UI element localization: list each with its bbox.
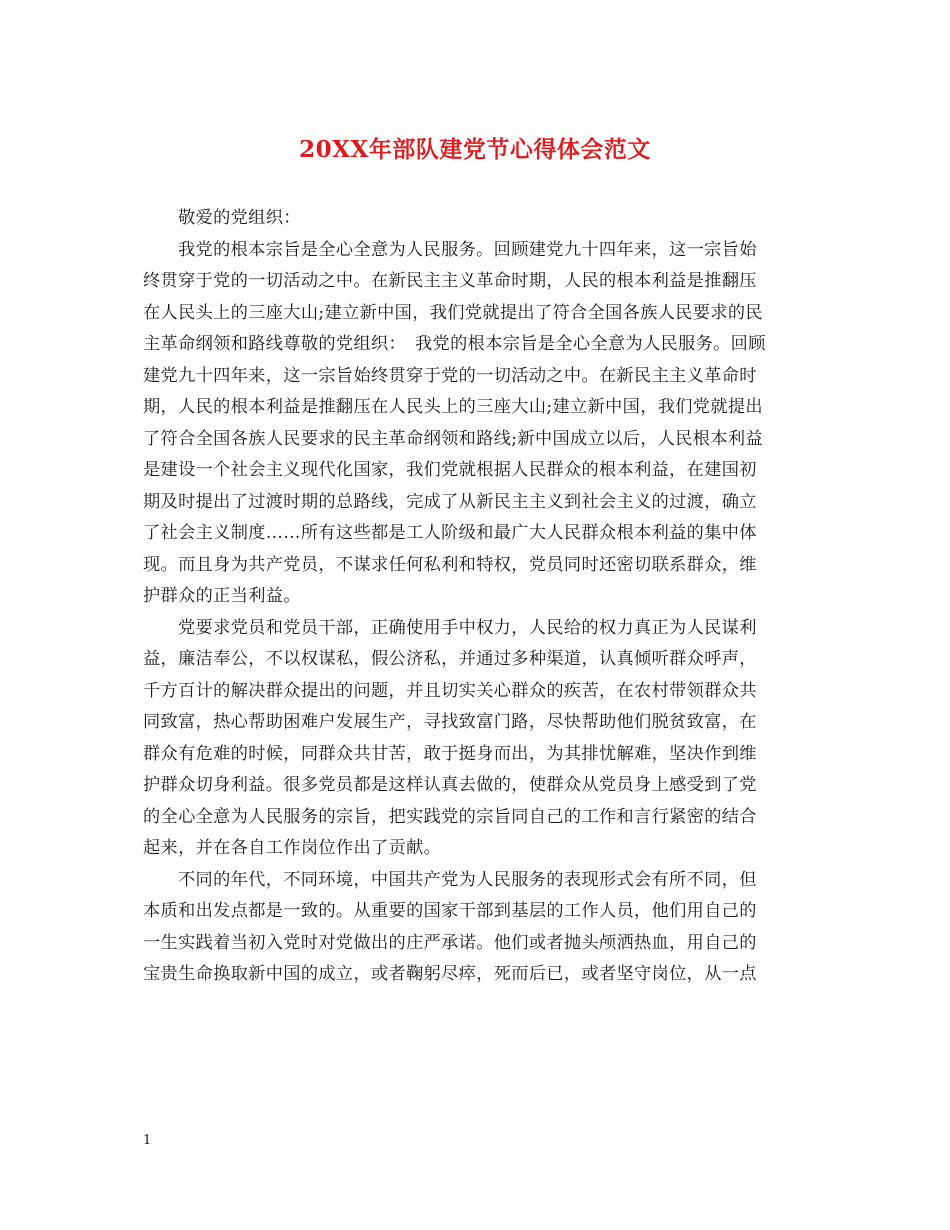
text-line: 的全心全意为人民服务的宗旨，把实践党的宗旨同自己的工作和言行紧密的结合 — [143, 806, 757, 827]
text-line: 群众有危难的时候，同群众共甘苦，敢于挺身而出，为其排忧解难，坚决作到维 — [143, 743, 757, 764]
text-line: 现。而且身为共产党员，不谋求任何私利和特权，党员同时还密切联系群众，维 — [143, 554, 757, 575]
text-line: 不同的年代，不同环境，中国共产党为人民服务的表现形式会有所不同，但 — [178, 869, 757, 890]
text-line: 起来，并在各自工作岗位作出了贡献。 — [143, 838, 442, 858]
text-line: 终贯穿于党的一切活动之中。在新民主主义革命时期，人民的根本利益是推翻压 — [143, 271, 757, 291]
text-line: 是建设一个社会主义现代化国家，我们党就根据人民群众的根本利益，在建国初 — [143, 460, 757, 480]
text-line: 了社会主义制度……所有这些都是工人阶级和最广大人民群众根本利益的集中体 — [143, 523, 757, 543]
document-body — [143, 203, 809, 991]
text-line: 我党的根本宗旨是全心全意为人民服务。回顾建党九十四年来，这一宗旨始 — [178, 239, 757, 260]
text-line: 一生实践着当初入党时对党做出的庄严承诺。他们或者抛头颅洒热血，用自己的 — [143, 932, 757, 953]
text-line: 党要求党员和党员干部，正确使用手中权力，人民给的权力真正为人民谋利 — [178, 617, 757, 638]
text-line: 期，人民的根本利益是推翻压在人民头上的三座大山;建立新中国，我们党就提出 — [143, 397, 763, 417]
text-line: 千方百计的解决群众提出的问题，并且切实关心群众的疾苦，在农村带领群众共 — [143, 680, 757, 701]
text-line: 了符合全国各族人民要求的民主革命纲领和路线;新中国成立以后，人民根本利益 — [143, 428, 763, 449]
text-line: 护群众的正当利益。 — [143, 586, 301, 606]
document-title: 20XX年部队建党节心得体会范文 — [299, 136, 651, 163]
text-line: 期及时提出了过渡时期的总路线，完成了从新民主主义到社会主义的过渡，确立 — [143, 491, 757, 512]
text-line: 主革命纲领和路线尊敬的党组织： 我党的根本宗旨是全心全意为人民服务。回顾 — [143, 334, 766, 354]
text-line: 建党九十四年来，这一宗旨始终贯穿于党的一切活动之中。在新民主主义革命时 — [143, 365, 757, 386]
text-line: 敬爱的党组织： — [178, 208, 301, 228]
text-line: 护群众切身利益。很多党员都是这样认真去做的，使群众从党员身上感受到了党 — [143, 775, 757, 795]
text-line: 在人民头上的三座大山;建立新中国，我们党就提出了符合全国各族人民要求的民 — [143, 302, 763, 323]
text-line: 宝贵生命换取新中国的成立，或者鞠躬尽瘁，死而后已，或者坚守岗位，从一点 — [143, 964, 757, 984]
text-line: 本质和出发点都是一致的。从重要的国家干部到基层的工作人员，他们用自己的 — [143, 901, 757, 921]
page-number: 1 — [143, 1133, 152, 1148]
text-line: 益，廉洁奉公，不以权谋私，假公济私，并通过多种渠道，认真倾听群众呼声， — [143, 649, 757, 669]
text-line: 同致富，热心帮助困难户发展生产，寻找致富门路，尽快帮助他们脱贫致富，在 — [143, 712, 757, 732]
